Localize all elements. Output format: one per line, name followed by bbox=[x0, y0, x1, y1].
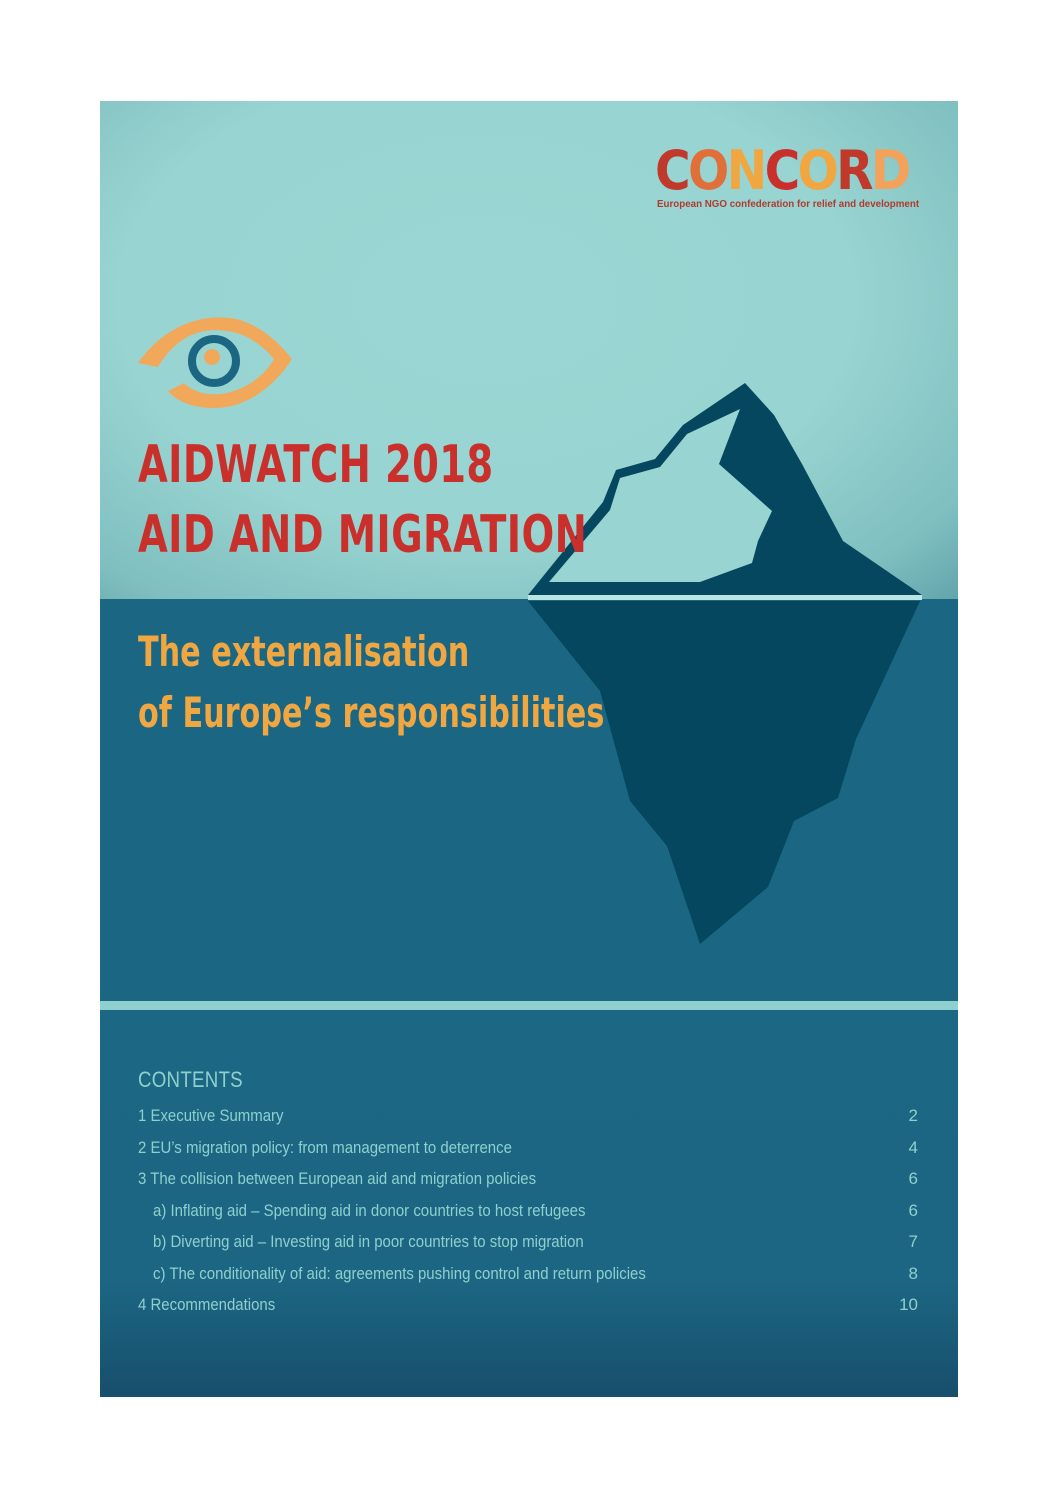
toc-item-label: c) The conditionality of aid: agreements pushing control and return policies bbox=[153, 1263, 646, 1283]
toc-subitem[interactable] bbox=[138, 1201, 918, 1233]
toc-item-label: 3 The collision between European aid and migration policies bbox=[138, 1169, 537, 1188]
toc-item-label: 4 Recommendations bbox=[138, 1295, 276, 1314]
toc-item[interactable] bbox=[138, 1295, 918, 1327]
report-cover bbox=[100, 101, 958, 1397]
toc-item-label: 2 EU’s migration policy: from management to deterrence bbox=[138, 1137, 512, 1157]
toc-item-page: 6 bbox=[908, 1200, 918, 1220]
toc-subitem[interactable] bbox=[138, 1232, 918, 1264]
concord-logo bbox=[655, 139, 909, 202]
concord-letter: C bbox=[655, 139, 688, 202]
report-title-line1: AIDWATCH 2018 bbox=[138, 435, 494, 495]
toc-item-page: 6 bbox=[908, 1169, 918, 1188]
toc-item[interactable] bbox=[138, 1138, 918, 1170]
concord-letter: D bbox=[870, 139, 909, 202]
toc-item-label: a) Inflating aid – Spending aid in donor countries to host refugees bbox=[153, 1200, 586, 1220]
iceberg-underwater bbox=[528, 601, 920, 944]
toc-item-page: 8 bbox=[908, 1263, 918, 1283]
report-title-line2: AID AND MIGRATION bbox=[138, 505, 588, 565]
concord-letter: O bbox=[687, 139, 727, 202]
toc-item-page: 2 bbox=[908, 1106, 918, 1125]
concord-letter: C bbox=[764, 139, 798, 202]
eye-icon bbox=[136, 315, 294, 409]
concord-letter: N bbox=[726, 139, 765, 202]
toc-item-page: 10 bbox=[899, 1295, 918, 1314]
report-subtitle-line2: of Europe’s responsibilities bbox=[138, 688, 605, 737]
contents-heading: CONTENTS bbox=[138, 1067, 243, 1092]
toc-item[interactable] bbox=[138, 1106, 918, 1138]
report-subtitle-line1: The externalisation bbox=[138, 627, 470, 676]
waterline bbox=[528, 595, 922, 600]
toc-item[interactable] bbox=[138, 1169, 918, 1201]
toc-item-label: b) Diverting aid – Investing aid in poor countries to stop migration bbox=[153, 1232, 584, 1251]
concord-tagline: European NGO confederation for relief and development bbox=[657, 198, 920, 210]
toc-item-page: 4 bbox=[908, 1137, 918, 1157]
toc-subitem[interactable] bbox=[138, 1264, 918, 1296]
table-of-contents bbox=[138, 1106, 918, 1327]
concord-letter: O bbox=[797, 139, 837, 202]
divider-stripe bbox=[100, 1001, 958, 1010]
concord-letter: R bbox=[836, 139, 871, 202]
toc-item-label: 1 Executive Summary bbox=[138, 1106, 284, 1125]
toc-item-page: 7 bbox=[908, 1232, 918, 1251]
